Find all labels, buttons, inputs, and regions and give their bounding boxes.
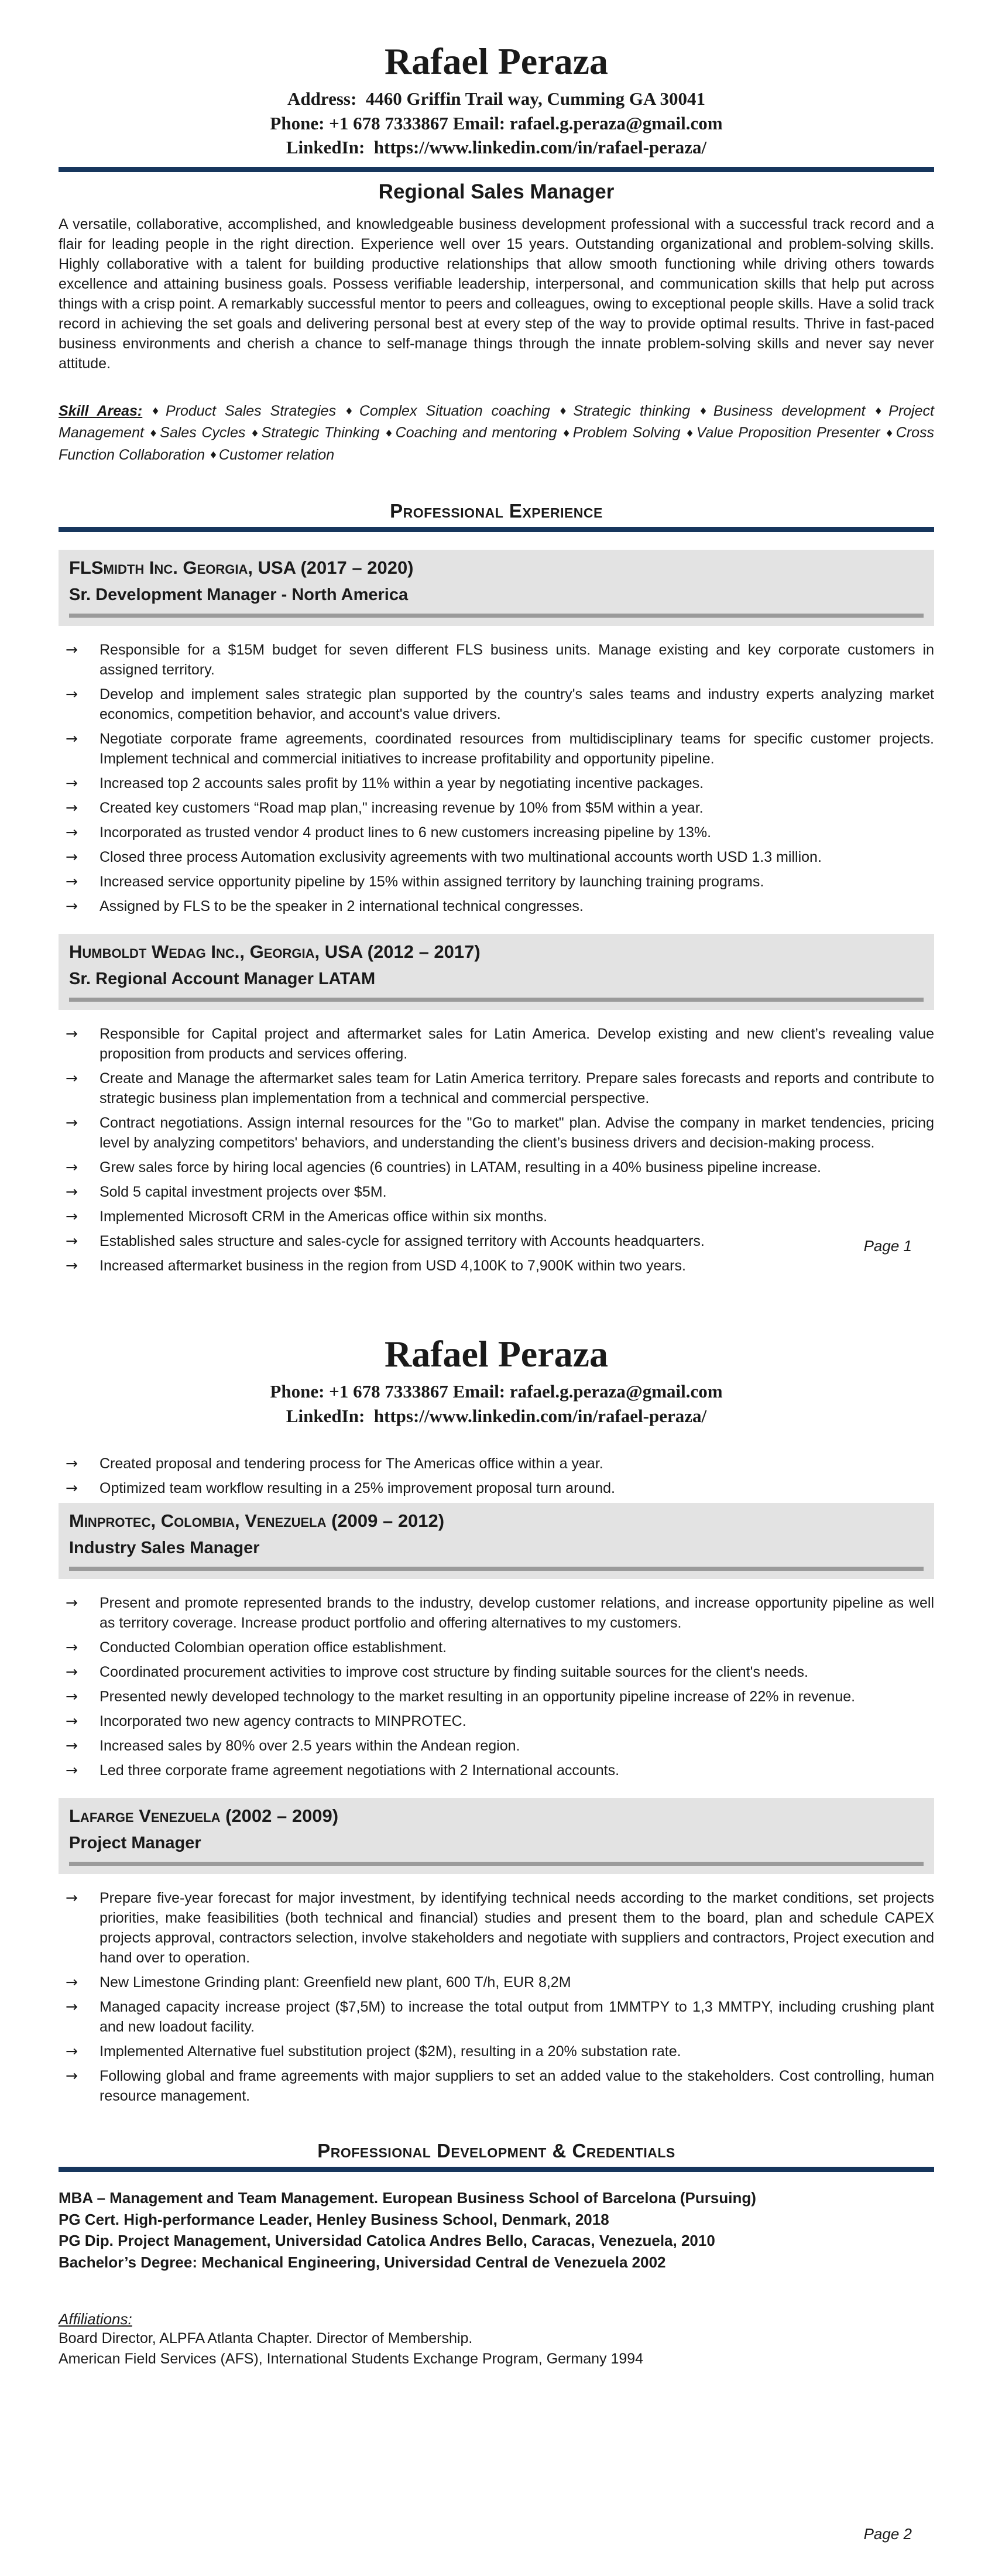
job-company: Minprotec, Colombia, Venezuela (2009 – 2012) xyxy=(69,1510,445,1532)
credential-line: PG Cert. High-performance Leader, Henley Business School, Denmark, 2018 xyxy=(59,2210,609,2228)
job-header-rule xyxy=(69,614,924,618)
affiliation-line: American Field Services (AFS), International Students Exchange Program, Germany 1994 xyxy=(59,2351,644,2368)
skill-areas-list xyxy=(59,403,934,463)
job-title: Project Manager xyxy=(69,1834,201,1853)
arrow-icon xyxy=(66,684,78,704)
job-header xyxy=(59,550,934,626)
skill-item: ♦ Strategic thinking xyxy=(559,403,691,419)
credentials-list xyxy=(59,2187,934,2273)
arrow-icon xyxy=(66,798,78,818)
arrow-icon xyxy=(66,823,78,842)
job-header-rule xyxy=(69,998,924,1002)
bullet-item: → Following global and frame agreements with major suppliers to set an added value to the stakeholders. Cost controlling, human resource management. xyxy=(59,2066,934,2106)
job-bullet-list xyxy=(59,1888,934,2106)
section-heading-professional-development: Professional Development & Credentials xyxy=(317,2140,675,2162)
bullet-item: → Increased top 2 accounts sales profit by 11% within a year by negotiating incentive packages. xyxy=(59,773,934,793)
skill-item: ♦ Sales Cycles xyxy=(149,424,246,441)
arrow-icon xyxy=(66,1711,78,1731)
arrow-icon xyxy=(66,640,78,660)
job-bullet-list xyxy=(59,1024,934,1276)
skill-item: ♦ Value Proposition Presenter xyxy=(685,424,880,441)
bullet-item: → Implemented Alternative fuel substitution project ($2M), resulting in a 20% substation rate. xyxy=(59,2041,934,2061)
arrow-icon xyxy=(66,1687,78,1707)
arrow-icon xyxy=(66,1157,78,1177)
affiliation-line: Board Director, ALPFA Atlanta Chapter. Director of Membership. xyxy=(59,2330,473,2347)
job-section-minprotec xyxy=(59,1503,934,1780)
bullet-item: → New Limestone Grinding plant: Greenfield new plant, 600 T/h, EUR 8,2M xyxy=(59,1972,934,1992)
page-number: Page 1 xyxy=(863,1237,912,1255)
diamond-icon xyxy=(251,424,262,441)
bullet-item: → Optimized team workflow resulting in a 25% improvement proposal turn around. xyxy=(59,1478,934,1498)
job-section-lafarge xyxy=(59,1798,934,2106)
arrow-icon xyxy=(66,729,78,749)
arrow-icon xyxy=(66,1972,78,1992)
arrow-icon xyxy=(66,1454,78,1474)
bullet-item: → Conducted Colombian operation office establishment. xyxy=(59,1638,934,1657)
diamond-icon xyxy=(885,424,896,441)
job-company: FLSmidth Inc. Georgia, USA (2017 – 2020) xyxy=(69,557,414,578)
bullet-item: → Assigned by FLS to be the speaker in 2 international technical congresses. xyxy=(59,896,934,916)
arrow-icon xyxy=(66,896,78,916)
bullet-item: → Increased sales by 80% over 2.5 years within the Andean region. xyxy=(59,1736,934,1756)
job-header xyxy=(59,934,934,1010)
candidate-name: Rafael Peraza xyxy=(384,40,609,82)
arrow-icon xyxy=(66,1182,78,1202)
arrow-icon xyxy=(66,1478,78,1498)
contact-phone-email: Phone: +1 678 7333867 Email: rafael.g.peraza@gmail.com xyxy=(270,1381,723,1402)
contact-linkedin: LinkedIn: https://www.linkedin.com/in/rafael-peraza/ xyxy=(286,137,707,158)
carryover-bullet-list xyxy=(59,1454,934,1498)
job-title: Industry Sales Manager xyxy=(69,1539,260,1558)
bullet-item: → Incorporated as trusted vendor 4 product lines to 6 new customers increasing pipeline by 13%. xyxy=(59,823,934,842)
bullet-item: → Established sales structure and sales-cycle for assigned territory with Accounts headquarters. xyxy=(59,1231,934,1251)
affiliations-list xyxy=(59,2328,934,2369)
job-title: Sr. Regional Account Manager LATAM xyxy=(69,970,376,989)
bullet-item: → Contract negotiations. Assign internal resources for the "Go to market" plan. Advise the company in market tendencies, pricing level by analyzing competitors' behaviors, and understanding the client’s business drivers and decision-making process. xyxy=(59,1113,934,1153)
diamond-icon xyxy=(345,403,359,419)
bullet-item: → Managed capacity increase project ($7,5M) to increase the total output from 1MMTPY to 1,3 MMTPY, including crushing plant and new loadout facility. xyxy=(59,1997,934,2037)
job-title: Sr. Development Manager - North America xyxy=(69,585,409,605)
job-header xyxy=(59,1503,934,1579)
arrow-icon xyxy=(66,872,78,892)
bullet-item: → Coordinated procurement activities to improve cost structure by finding suitable sources for the client's needs. xyxy=(59,1662,934,1682)
diamond-icon xyxy=(685,424,696,441)
job-section-humboldt-wedag xyxy=(59,934,934,1276)
credentials-heading-divider xyxy=(59,2167,934,2172)
bullet-item: → Develop and implement sales strategic plan supported by the country's sales teams and industry experts analyzing market economics, competition behavior, and account's value drivers. xyxy=(59,684,934,724)
job-bullet-list xyxy=(59,1593,934,1780)
skill-item: ♦ Business development xyxy=(699,403,865,419)
skill-item: ♦ Product Sales Strategies xyxy=(151,403,336,419)
diamond-icon xyxy=(559,403,574,419)
job-header-rule xyxy=(69,1862,924,1866)
skill-item: ♦ Strategic Thinking xyxy=(251,424,379,441)
page-number: Page 2 xyxy=(863,2525,912,2543)
arrow-icon xyxy=(66,1888,78,1908)
diamond-icon xyxy=(699,403,713,419)
arrow-icon xyxy=(66,1256,78,1276)
arrow-icon xyxy=(66,2066,78,2086)
skill-item: ♦ Customer relation xyxy=(209,447,334,463)
bullet-item: → Led three corporate frame agreement negotiations with 2 International accounts. xyxy=(59,1760,934,1780)
diamond-icon xyxy=(149,424,160,441)
arrow-icon xyxy=(66,1068,78,1088)
arrow-icon xyxy=(66,1593,78,1613)
arrow-icon xyxy=(66,1736,78,1756)
contact-phone-email: Phone: +1 678 7333867 Email: rafael.g.peraza@gmail.com xyxy=(270,112,723,133)
bullet-item: → Negotiate corporate frame agreements, coordinated resources from multidisciplinary teams for specific customer projects. Implement technical and commercial initiatives to increase profitability and opportunity pipeline. xyxy=(59,729,934,769)
contact-address: Address: 4460 Griffin Trail way, Cumming GA 30041 xyxy=(287,88,705,109)
arrow-icon xyxy=(66,847,78,867)
arrow-icon xyxy=(66,1207,78,1227)
contact-linkedin: LinkedIn: https://www.linkedin.com/in/rafael-peraza/ xyxy=(286,1405,707,1426)
bullet-item: → Presented newly developed technology to the market resulting in an opportunity pipeline increase of 22% in revenue. xyxy=(59,1687,934,1707)
section-heading-professional-experience: Professional Experience xyxy=(390,500,603,522)
job-header-rule xyxy=(69,1567,924,1571)
affiliations-label: Affiliations: xyxy=(59,2310,132,2328)
skill-item: ♦ Coaching and mentoring xyxy=(385,424,557,441)
bullet-item: → Present and promote represented brands to the industry, develop customer relations, and increase opportunity pipeline as well as territory coverage. Increase product portfolio and offering alternatives to my customers. xyxy=(59,1593,934,1633)
experience-heading-divider xyxy=(59,527,934,532)
arrow-icon xyxy=(66,1638,78,1657)
bullet-item: → Responsible for a $15M budget for seven different FLS business units. Manage existing and key corporate customers in assigned territory. xyxy=(59,640,934,680)
bullet-item: → Closed three process Automation exclusivity agreements with two multinational accounts worth USD 1.3 million. xyxy=(59,847,934,867)
skill-item: ♦ Project Management xyxy=(59,403,934,441)
arrow-icon xyxy=(66,1113,78,1133)
credential-line: MBA – Management and Team Management. European Business School of Barcelona (Pursuing) xyxy=(59,2189,756,2207)
bullet-item: → Created proposal and tendering process for The Americas office within a year. xyxy=(59,1454,934,1474)
skill-item: ♦ Problem Solving xyxy=(562,424,680,441)
bullet-item: → Increased aftermarket business in the region from USD 4,100K to 7,900K within two years. xyxy=(59,1256,934,1276)
arrow-icon xyxy=(66,1231,78,1251)
diamond-icon xyxy=(209,447,219,463)
arrow-icon xyxy=(66,1024,78,1044)
skill-areas-label: Skill Areas: xyxy=(59,402,143,419)
arrow-icon xyxy=(66,1662,78,1682)
skill-item: ♦ Cross Function Collaboration xyxy=(59,424,934,463)
resume-page-2 xyxy=(0,1288,995,2576)
credential-line: PG Dip. Project Management, Universidad Catolica Andres Bello, Caracas, Venezuela, 2010 xyxy=(59,2232,715,2250)
job-bullet-list xyxy=(59,640,934,916)
job-header xyxy=(59,1798,934,1874)
skill-areas-paragraph xyxy=(59,400,934,467)
bullet-item: → Created key customers “Road map plan," increasing revenue by 10% from $5M within a year. xyxy=(59,798,934,818)
job-company: Lafarge Venezuela (2002 – 2009) xyxy=(69,1806,339,1827)
arrow-icon xyxy=(66,2041,78,2061)
bullet-item: → Sold 5 capital investment projects over $5M. xyxy=(59,1182,934,1202)
diamond-icon xyxy=(874,403,888,419)
arrow-icon xyxy=(66,773,78,793)
bullet-item: → Incorporated two new agency contracts to MINPROTEC. xyxy=(59,1711,934,1731)
arrow-icon xyxy=(66,1997,78,2017)
role-title: Regional Sales Manager xyxy=(378,180,615,203)
diamond-icon xyxy=(385,424,396,441)
header-divider xyxy=(59,167,934,172)
bullet-item: → Responsible for Capital project and aftermarket sales for Latin America. Develop existing and new client’s revealing value proposition from products and services offering. xyxy=(59,1024,934,1064)
diamond-icon xyxy=(562,424,573,441)
job-company: Humboldt Wedag Inc., Georgia, USA (2012 – 2017) xyxy=(69,941,481,962)
bullet-item: → Increased service opportunity pipeline by 15% within assigned territory by launching training programs. xyxy=(59,872,934,892)
diamond-icon xyxy=(151,403,166,419)
bullet-item: → Prepare five-year forecast for major investment, by identifying technical needs according to the market conditions, set projects priorities, make feasibilities (both technical and financial) studies and present them to the board, plan and schedule CAPEX projects approval, contractors selection, involve stakeholders and negotiate with suppliers and contractors, Project execution and hand over to operation. xyxy=(59,1888,934,1968)
arrow-icon xyxy=(66,1760,78,1780)
skill-item: ♦ Complex Situation coaching xyxy=(345,403,550,419)
bullet-item: → Create and Manage the aftermarket sales team for Latin America territory. Prepare sales forecasts and reports and contribute to strategic business plan implementation from a technical and commercial perspective. xyxy=(59,1068,934,1108)
job-section-flsmidth xyxy=(59,550,934,916)
bullet-item: → Implemented Microsoft CRM in the Americas office within six months. xyxy=(59,1207,934,1227)
bullet-item: → Grew sales force by hiring local agencies (6 countries) in LATAM, resulting in a 40% business pipeline increase. xyxy=(59,1157,934,1177)
candidate-name: Rafael Peraza xyxy=(384,1333,609,1375)
summary-paragraph: A versatile, collaborative, accomplished, and knowledgeable business development professional with a successful track record and a flair for leading people in the right direction. Experience well over 15 years. Outstanding organizational and problem-solving skills. Highly collaborative with a talent for building productive relationships that allow smooth functioning while driving others towards excellence and attaining business goals. Possess verifiable leadership, interpersonal, and communication skills that help put across things with a crisp point. A remarkably successful mentor to peers and colleagues, owing to exceptional people skills. Have a solid track record in achieving the set goals and delivering personal best at every step of the way to provide optimal results. Thrive in fast-paced business environments and cherish a chance to self-manage things through the innate problem-solving skills and never say never attitude. xyxy=(59,215,934,372)
credential-line: Bachelor’s Degree: Mechanical Engineering, Universidad Central de Venezuela 2002 xyxy=(59,2253,666,2271)
